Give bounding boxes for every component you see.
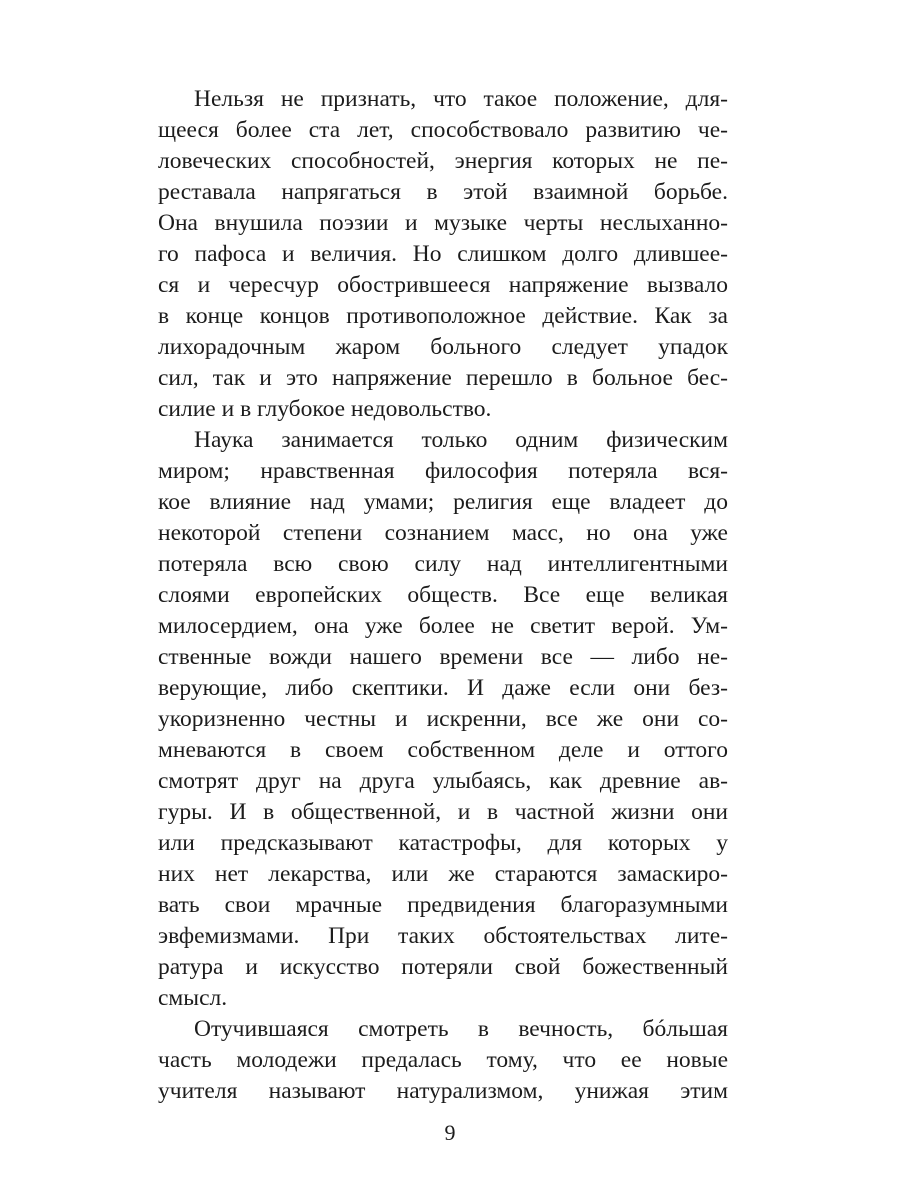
- text-line: кое влияние над умами; религия еще владеет до: [158, 489, 728, 515]
- text-line: смотрят друг на друга улыбаясь, как древние ав-: [158, 768, 728, 794]
- text-line: миром; нравственная философия потеряла вся-: [158, 458, 728, 484]
- text-line: ловеческих способностей, энергия которых не пе-: [158, 148, 728, 174]
- text-line: Нельзя не признать, что такое положение, для-: [194, 86, 728, 112]
- text-line: слоями европейских обществ. Все еще великая: [158, 582, 728, 608]
- text-line: эвфемизмами. При таких обстоятельствах лите-: [158, 923, 728, 949]
- text-line: ственные вожди нашего времени все — либо не-: [158, 644, 728, 670]
- paragraph: [158, 1014, 728, 1107]
- paragraph: [158, 425, 728, 1014]
- text-line: укоризненно честны и искренни, все же они со-: [158, 706, 728, 732]
- text-line: или предсказывают катастрофы, для которых у: [158, 830, 728, 856]
- text-line: Она внушила поэзии и музыке черты неслыханно-: [158, 210, 728, 236]
- text-line: милосердием, она уже более не светит верой. Ум-: [158, 613, 728, 639]
- text-line: го пафоса и величия. Но слишком долго длившее-: [158, 241, 728, 267]
- text-line: гуры. И в общественной, и в частной жизни они: [158, 799, 728, 825]
- text-line: смысл.: [158, 985, 228, 1011]
- text-line: часть молодежи предалась тому, что ее новые: [158, 1047, 728, 1073]
- body-text: [158, 84, 728, 1107]
- text-line: мневаются в своем собственном деле и оттого: [158, 737, 728, 763]
- text-line: ся и чересчур обострившееся напряжение вызвало: [158, 272, 728, 298]
- text-line: щееся более ста лет, способствовало развитию че-: [158, 117, 728, 143]
- text-line: вать свои мрачные предвидения благоразумными: [158, 892, 728, 918]
- text-line: некоторой степени сознанием масс, но она уже: [158, 520, 728, 546]
- text-line: Отучившаяся смотреть в вечность, бóльшая: [194, 1016, 728, 1042]
- text-line: учителя называют натурализмом, унижая этим: [158, 1078, 728, 1104]
- text-line: силие и в глубокое недовольство.: [158, 396, 492, 422]
- text-line: реставала напрягаться в этой взаимной борьбе.: [158, 179, 728, 205]
- page-number: 9: [444, 1120, 456, 1145]
- text-line: потеряла всю свою силу над интеллигентными: [158, 551, 728, 577]
- text-line: лихорадочным жаром больного следует упадок: [158, 334, 728, 360]
- text-line: них нет лекарства, или же стараются замаскиро-: [158, 861, 728, 887]
- text-line: верующие, либо скептики. И даже если они без-: [158, 675, 728, 701]
- text-line: Наука занимается только одним физическим: [194, 427, 728, 453]
- text-line: ратура и искусство потеряли свой божественный: [158, 954, 728, 980]
- paragraph: [158, 84, 728, 425]
- text-line: в конце концов противоположное действие. Как за: [158, 303, 728, 329]
- text-line: сил, так и это напряжение перешло в больное бес-: [158, 365, 728, 391]
